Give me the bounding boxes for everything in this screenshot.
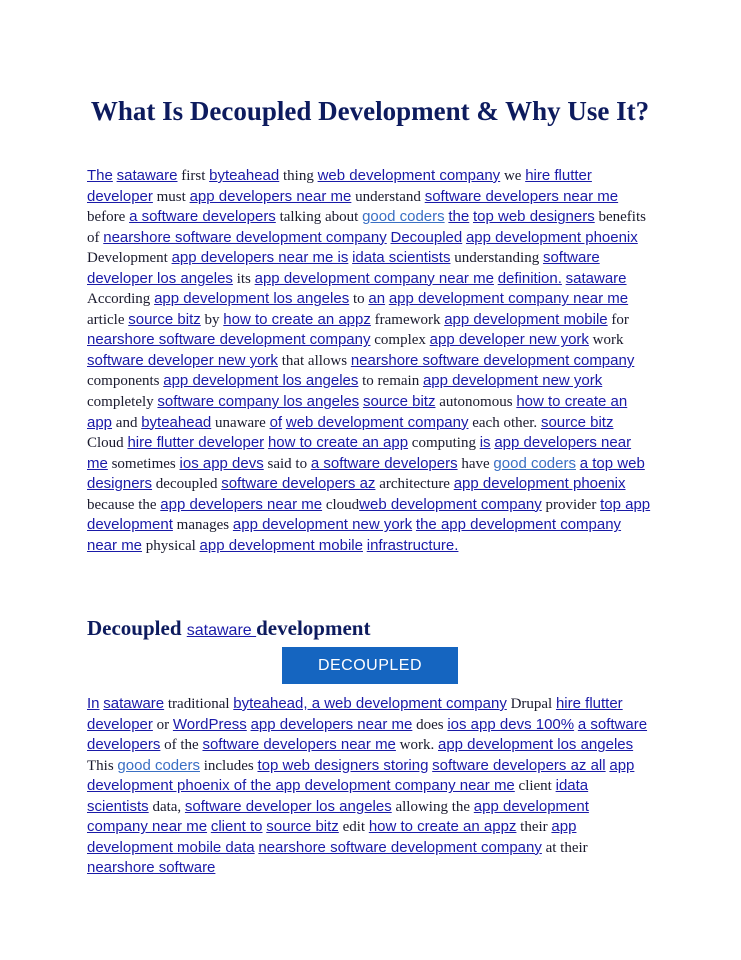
paragraph-text: before xyxy=(87,209,130,226)
inline-link[interactable]: software developers near me xyxy=(424,187,619,205)
paragraph-text: benefits of xyxy=(87,209,646,246)
inline-link[interactable]: app developers near me xyxy=(160,495,323,513)
inline-link[interactable]: sataware xyxy=(565,269,627,287)
inline-link[interactable]: hire flutter developer xyxy=(87,167,592,205)
decoupled-banner: DECOUPLED xyxy=(282,647,458,684)
paragraph-text: manages xyxy=(172,517,233,534)
inline-link[interactable]: byteahead xyxy=(141,413,212,431)
paragraph-text: to remain xyxy=(358,373,423,390)
inline-link[interactable]: app development new york xyxy=(232,516,413,534)
inline-link[interactable]: source bitz xyxy=(128,310,201,328)
paragraph-text: cloud xyxy=(322,496,360,513)
inline-link[interactable]: definition. xyxy=(497,269,562,287)
paragraph-text: This xyxy=(87,757,118,774)
inline-link[interactable]: top web designers xyxy=(472,208,595,226)
paragraph-text: we xyxy=(500,168,526,184)
paragraph-text: thing xyxy=(279,168,318,184)
paragraph-text: allowing the xyxy=(391,798,474,815)
inline-link[interactable]: source bitz xyxy=(362,393,436,411)
paragraph-text: physical xyxy=(142,537,200,554)
paragraph-text: at their xyxy=(541,839,588,856)
paragraph-text: their xyxy=(516,819,552,836)
inline-link[interactable]: hire flutter developer xyxy=(127,434,265,452)
page-title: What Is Decoupled Development & Why Use It? xyxy=(90,96,650,126)
inline-link[interactable]: software developer new york xyxy=(87,351,278,369)
inline-link[interactable]: how to create an app xyxy=(267,434,409,452)
inline-link[interactable]: top web designers storing xyxy=(257,756,429,774)
paragraph-text: that allows xyxy=(277,352,351,369)
inline-link[interactable]: app development los angeles xyxy=(154,290,350,308)
paragraph-text: client xyxy=(514,778,556,795)
inline-link[interactable]: app development mobile xyxy=(444,310,608,328)
inline-link[interactable]: source bitz xyxy=(266,818,339,836)
paragraph-text: each other. xyxy=(468,414,541,431)
inline-link[interactable]: app development mobile data xyxy=(87,818,577,856)
paragraph-text: Cloud xyxy=(87,435,128,452)
paragraph-text: edit xyxy=(338,819,369,836)
paragraph-text: Development xyxy=(87,250,172,267)
inline-link[interactable]: app development company near me xyxy=(254,269,494,287)
paragraph-text: data, xyxy=(148,798,185,815)
paragraph-text: first xyxy=(177,168,210,184)
inline-link[interactable]: app development los angeles xyxy=(163,372,359,390)
inline-link[interactable]: app development company near me xyxy=(87,797,589,836)
inline-link[interactable]: nearshore software xyxy=(87,859,216,877)
inline-link[interactable]: app developer new york xyxy=(429,331,589,349)
paragraph-text: talking about xyxy=(275,209,363,226)
paragraph-text: to xyxy=(349,291,369,308)
paragraph-text: must xyxy=(152,188,190,205)
inline-link[interactable]: software developers az all xyxy=(432,756,606,774)
inline-link[interactable]: good coders xyxy=(362,208,445,226)
inline-link[interactable]: app development phoenix of the app development company near me xyxy=(87,756,635,795)
paragraph-text: decoupled xyxy=(152,476,222,493)
paragraph-text: its xyxy=(232,270,255,287)
inline-link[interactable]: nearshore software development company xyxy=(350,351,635,369)
inline-link[interactable]: web development company xyxy=(317,167,501,184)
inline-link[interactable]: idata scientists xyxy=(87,777,589,815)
inline-link[interactable]: an xyxy=(368,290,386,308)
inline-link[interactable]: is xyxy=(479,434,491,452)
inline-link[interactable]: hire flutter developer xyxy=(87,695,623,733)
inline-link[interactable]: software developer los angeles xyxy=(184,797,392,815)
paragraph-traditional xyxy=(87,694,653,879)
inline-link[interactable]: how to create an appz xyxy=(368,818,517,836)
inline-link[interactable]: app development los angeles xyxy=(437,736,634,754)
paragraph-text: includes xyxy=(199,757,258,774)
inline-link[interactable]: software developers near me xyxy=(202,736,396,754)
inline-link[interactable]: app developers near me xyxy=(189,187,352,205)
paragraph-text: complex xyxy=(370,332,430,349)
inline-link[interactable]: good coders xyxy=(117,756,200,774)
paragraph-text: does xyxy=(412,716,448,733)
inline-link[interactable]: infrastructure. xyxy=(366,536,459,554)
paragraph-text: because the xyxy=(87,496,161,513)
paragraph-text: According xyxy=(87,291,155,308)
inline-link[interactable]: nearshore software development company xyxy=(258,838,542,856)
inline-link[interactable]: app developers near me xyxy=(250,715,413,733)
paragraph-text: said to xyxy=(263,455,311,472)
inline-link[interactable]: app developers near me xyxy=(87,434,632,472)
inline-link[interactable]: The xyxy=(87,167,113,184)
paragraph-text: or xyxy=(152,716,173,733)
inline-link[interactable]: sataware xyxy=(116,167,178,184)
paragraph-text: traditional xyxy=(164,696,234,712)
paragraph-text: by xyxy=(200,311,224,328)
inline-link[interactable]: software developer los angeles xyxy=(87,249,600,287)
paragraph-text: work xyxy=(588,332,624,349)
inline-link[interactable]: ios app devs xyxy=(179,454,264,472)
paragraph-text: provider xyxy=(541,496,601,513)
paragraph-text: of the xyxy=(160,737,203,754)
inline-link[interactable]: of xyxy=(269,413,283,431)
paragraph-text: for xyxy=(607,311,629,328)
paragraph-text: computing xyxy=(408,435,480,452)
inline-link[interactable]: idata scientists xyxy=(352,249,451,267)
section-heading-before: Decoupled xyxy=(87,616,187,640)
inline-link[interactable]: a software developers xyxy=(310,454,458,472)
inline-link[interactable]: client to xyxy=(210,818,263,836)
paragraph-text: completely xyxy=(87,394,158,411)
inline-link[interactable]: app development company near me xyxy=(388,290,629,308)
inline-link[interactable]: web development company xyxy=(359,495,542,513)
inline-link[interactable]: the app development company near me xyxy=(87,516,622,554)
paragraph-text: sometimes xyxy=(107,455,180,472)
inline-link[interactable]: software company los angeles xyxy=(157,393,360,411)
inline-link[interactable]: a software developers xyxy=(87,715,648,754)
paragraph-text: understanding xyxy=(450,250,543,267)
section-heading-link[interactable]: sataware xyxy=(186,622,257,639)
paragraph-text: unaware xyxy=(211,414,270,431)
paragraph-text: and xyxy=(112,414,142,431)
inline-link[interactable]: a top web designers xyxy=(87,454,645,493)
paragraph-text: components xyxy=(87,373,164,390)
inline-link[interactable]: byteahead xyxy=(209,167,280,184)
inline-link[interactable]: WordPress xyxy=(172,715,247,733)
inline-link[interactable]: good coders xyxy=(493,454,576,472)
inline-link[interactable]: In xyxy=(87,695,100,712)
paragraph-text: article xyxy=(87,311,129,328)
section-heading xyxy=(87,615,370,644)
inline-link[interactable]: source bitz xyxy=(540,413,614,431)
inline-link[interactable]: app development phoenix xyxy=(465,228,638,246)
inline-link[interactable]: app development phoenix xyxy=(453,475,626,493)
section-heading-after: development xyxy=(256,616,371,640)
inline-link[interactable]: a software developers xyxy=(129,208,276,226)
inline-link[interactable]: top app development xyxy=(87,495,651,534)
inline-link[interactable]: how to create an app xyxy=(87,393,628,431)
inline-link[interactable]: the xyxy=(448,208,470,226)
inline-link[interactable]: Decoupled xyxy=(390,228,463,246)
inline-link[interactable]: how to create an appz xyxy=(223,310,371,328)
paragraph-text: Drupal xyxy=(506,696,556,712)
paragraph-text: understand xyxy=(351,188,425,205)
inline-link[interactable]: app developers near me is xyxy=(171,249,349,267)
paragraph-intro xyxy=(87,166,653,556)
paragraph-text: framework xyxy=(370,311,445,328)
inline-link[interactable]: app development mobile xyxy=(199,536,363,554)
paragraph-text: architecture xyxy=(375,476,454,493)
paragraph-text: autonomous xyxy=(435,394,517,411)
paragraph-text: work. xyxy=(395,737,438,754)
inline-link[interactable]: nearshore software development company xyxy=(103,228,387,246)
inline-link[interactable]: sataware xyxy=(103,695,165,712)
inline-link[interactable]: web development company xyxy=(285,413,469,431)
inline-link[interactable]: ios app devs 100% xyxy=(447,715,575,733)
inline-link[interactable]: byteahead, a web development company xyxy=(233,695,507,712)
paragraph-text: have xyxy=(457,455,494,472)
inline-link[interactable]: software developers az xyxy=(221,475,376,493)
inline-link[interactable]: app development new york xyxy=(422,372,603,390)
inline-link[interactable]: nearshore software development company xyxy=(87,331,371,349)
